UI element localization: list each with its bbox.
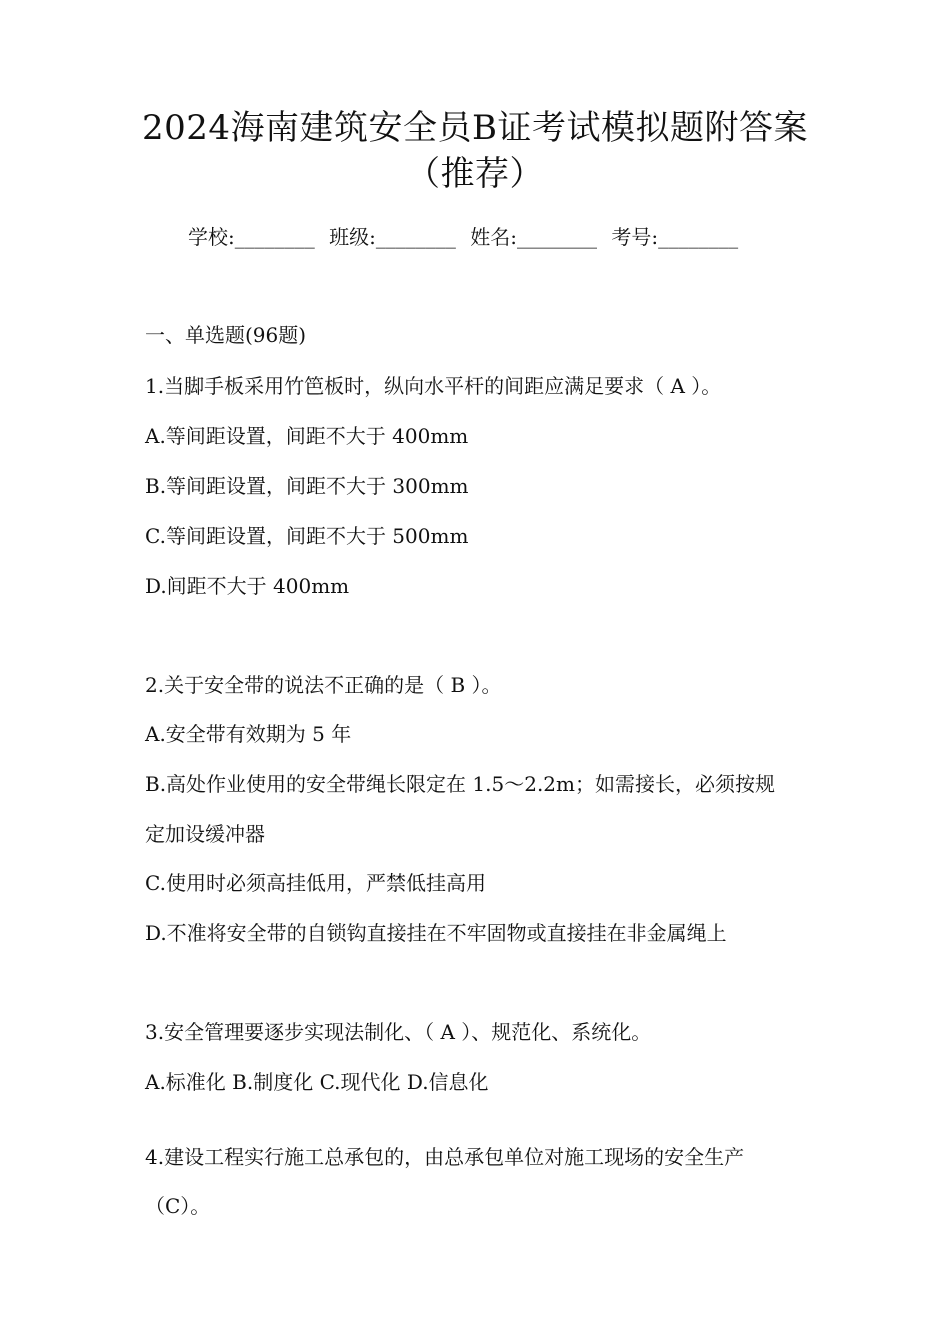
question-4-stem: 4.建设工程实行施工总承包的，由总承包单位对施工现场的安全生产 (145, 1145, 745, 1169)
exam-number-field: 考号:________ (611, 225, 739, 249)
document-title-line1: 2024海南建筑安全员B证考试模拟题附答案 (141, 108, 808, 148)
question-2-option-a: A.安全带有效期为 5 年 (145, 722, 352, 746)
student-info-row (188, 223, 746, 251)
class-field: 班级:________ (329, 225, 456, 249)
question-2-option-b-cont: 定加设缓冲器 (145, 822, 265, 846)
question-4-answer: （C）。 (145, 1194, 211, 1218)
question-1-option-a: A.等间距设置，间距不大于 400mm (145, 424, 469, 448)
question-1-stem: 1.当脚手板采用竹笆板时，纵向水平杆的间距应满足要求（ A ）。 (145, 374, 722, 398)
question-1-option-c: C.等间距设置，间距不大于 500mm (145, 524, 469, 548)
question-1-option-d: D.间距不大于 400mm (145, 574, 350, 598)
question-2-stem: 2.关于安全带的说法不正确的是（ B ）。 (145, 673, 502, 697)
question-3-options: A.标准化 B.制度化 C.现代化 D.信息化 (145, 1070, 489, 1094)
school-field: 学校:________ (188, 225, 315, 249)
question-2-option-d: D.不准将安全带的自锁钩直接挂在不牢固物或直接挂在非金属绳上 (145, 921, 727, 945)
section-heading: 一、单选题(96题) (145, 323, 307, 347)
name-field: 姓名:________ (470, 225, 597, 249)
question-2-option-b: B.高处作业使用的安全带绳长限定在 1.5～2.2m；如需接长，必须按规 (145, 772, 775, 796)
document-title-line2: （推荐） (406, 154, 544, 194)
question-1-option-b: B.等间距设置，间距不大于 300mm (145, 474, 469, 498)
question-2-option-c: C.使用时必须高挂低用，严禁低挂高用 (145, 871, 486, 895)
question-3-stem: 3.安全管理要逐步实现法制化、（ A ）、规范化、系统化。 (145, 1020, 652, 1044)
